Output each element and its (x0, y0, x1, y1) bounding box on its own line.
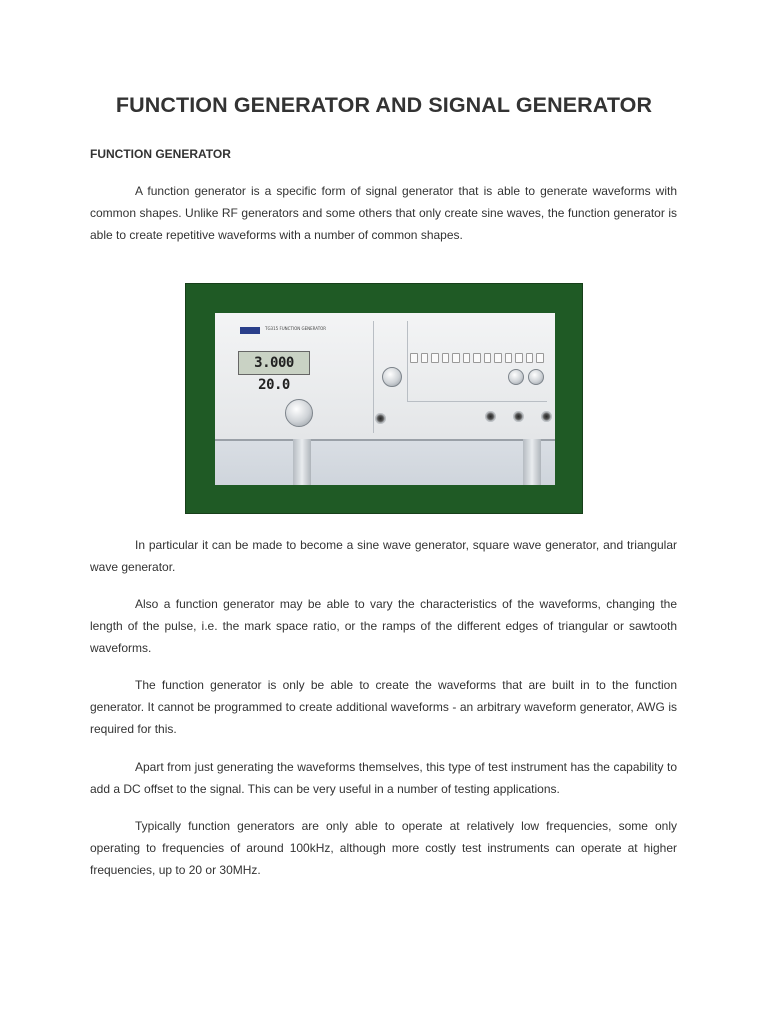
paragraph-builtin-waveforms: The function generator is only be able to create the waveforms that are built in to the function generator. It cannot be programmed to create additional waveforms - an arbitrary waveform generator, AWG is required for this. (90, 678, 677, 736)
paragraph-frequencies: Typically function generators are only able to operate at relatively low frequencies, some only operating to frequencies of around 100kHz, although more costly test instruments can operate at higher frequencies, up to 20 or 30MHz. (90, 819, 677, 877)
panel-divider (373, 321, 374, 433)
amplitude-knob (528, 369, 544, 385)
section-heading: FUNCTION GENERATOR (90, 147, 231, 161)
paragraph-wave-types: In particular it can be made to become a sine wave generator, square wave generator, and triangular wave generator. (90, 538, 677, 574)
paragraph-characteristics: Also a function generator may be able to vary the characteristics of the waveforms, changing the length of the pulse, i.e. the mark space ratio, or the ramps of the different edges of triangular or sawtooth waveforms. (90, 597, 677, 655)
instrument-label: TG315 FUNCTION GENERATOR (265, 326, 327, 331)
paragraph-dc-offset: Apart from just generating the waveforms themselves, this type of test instrument has the capability to add a DC offset to the signal. This can be very useful in a number of testing applications. (90, 760, 677, 796)
document-title: FUNCTION GENERATOR AND SIGNAL GENERATOR (115, 93, 653, 117)
frequency-range-buttons (410, 353, 544, 363)
function-generator-photo (215, 313, 555, 485)
instrument-stand-right (523, 439, 541, 485)
sweep-input-connector (375, 413, 386, 424)
output-connector (485, 411, 496, 422)
symmetry-knob (382, 367, 402, 387)
panel-divider (407, 401, 547, 402)
panel-divider (407, 321, 408, 401)
paragraph-intro: A function generator is a specific form of signal generator that is able to generate waveforms with common shapes. Unlike RF generators and some others that only create sine waves, the function generator is able to create repetitive waveforms with a number of common shapes. (90, 184, 677, 242)
output-connector (541, 411, 552, 422)
instrument-stand-left (293, 439, 311, 485)
lcd-display: 3.000 20.0 (238, 351, 310, 375)
instrument-front-panel (215, 313, 555, 441)
function-generator-figure (185, 283, 583, 514)
frequency-vernier-knob (285, 399, 313, 427)
dc-offset-knob (508, 369, 524, 385)
output-connector (513, 411, 524, 422)
brand-logo (240, 327, 260, 334)
